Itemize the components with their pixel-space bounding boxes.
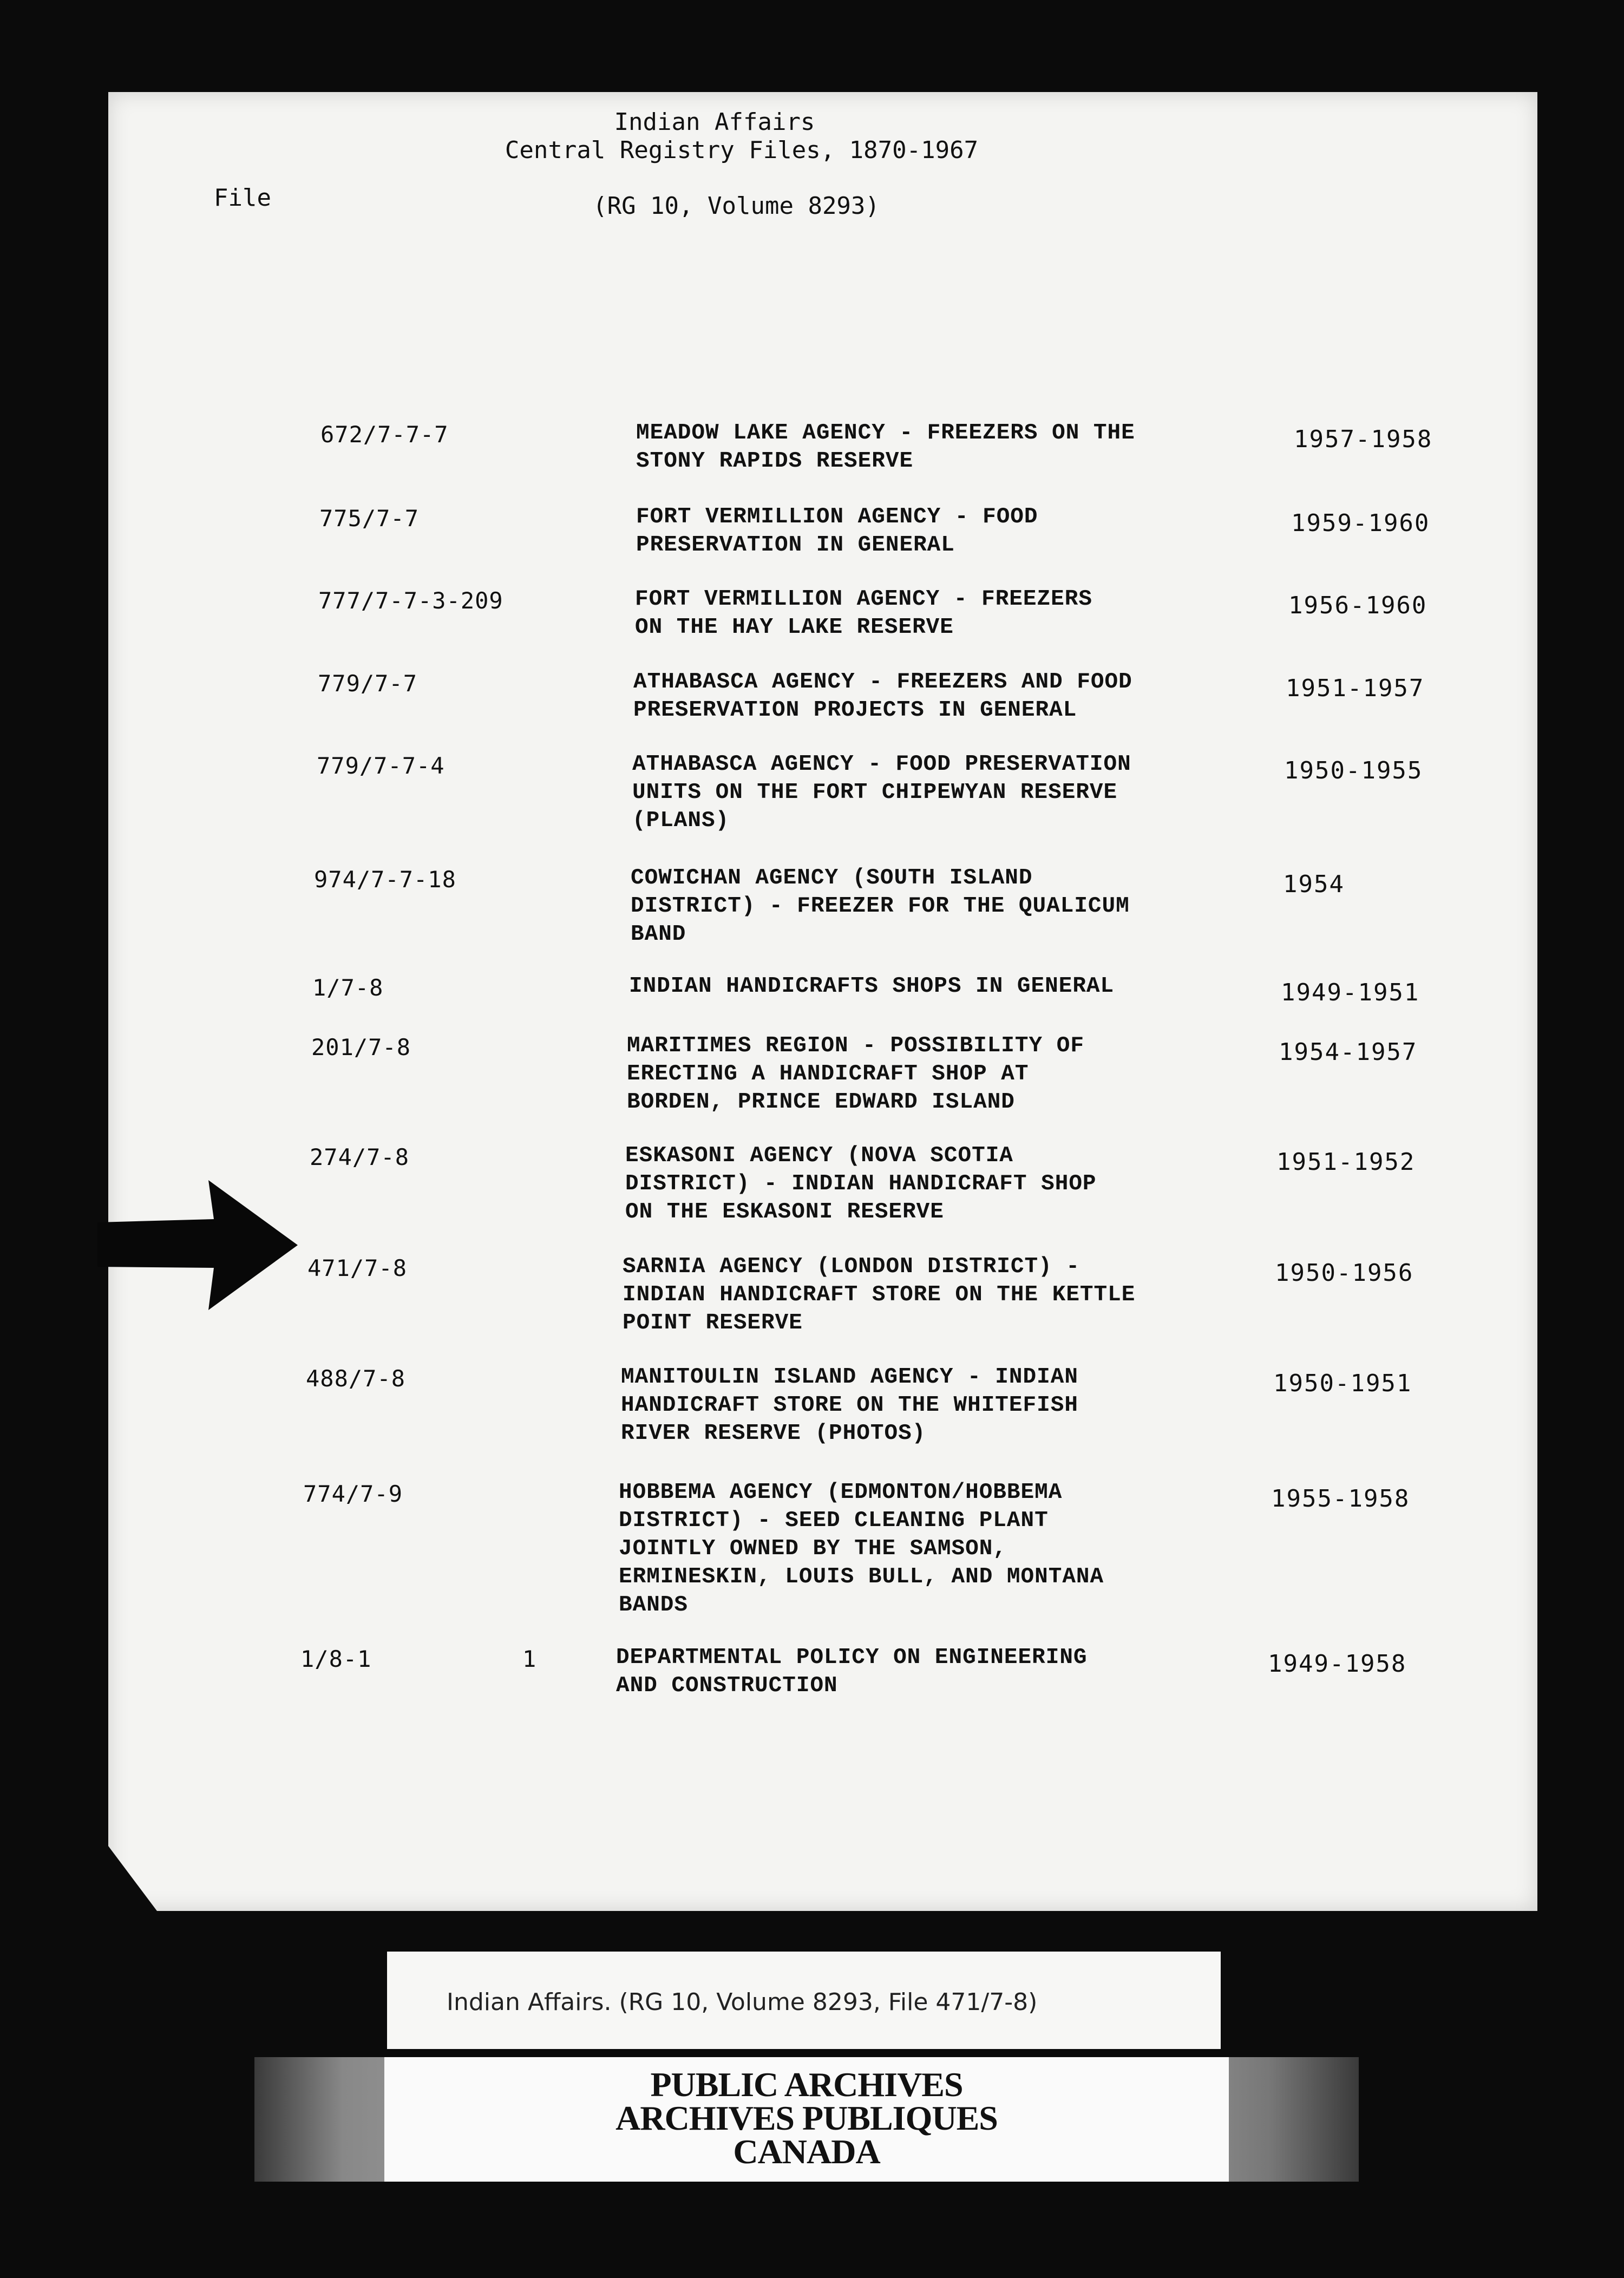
file-entry-row [0, 587, 1624, 640]
file-number: 488/7-8 [306, 1365, 406, 1392]
file-entry-row [0, 974, 1624, 1006]
date-range: 1950-1955 [1284, 757, 1423, 784]
file-column-label: File [214, 184, 271, 212]
date-range: 1951-1952 [1276, 1148, 1416, 1176]
file-entry-row [0, 1645, 1624, 1698]
file-entry-row [0, 1480, 1624, 1618]
date-range: 1949-1958 [1268, 1650, 1407, 1678]
file-entry-row [0, 1365, 1624, 1446]
file-description: FORT VERMILLION AGENCY - FREEZERS ON THE HAY LAKE RESERVE [635, 587, 1092, 640]
date-range: 1954 [1283, 870, 1345, 898]
file-number: 201/7-8 [311, 1034, 411, 1061]
file-description: MANITOULIN ISLAND AGENCY - INDIAN HANDICRAFT STORE ON THE WHITEFISH RIVER RESERVE (PHOTOS) [621, 1365, 1078, 1446]
date-range: 1955-1958 [1271, 1485, 1410, 1513]
file-number: 672/7-7-7 [320, 421, 449, 448]
date-range: 1949-1951 [1281, 979, 1420, 1006]
file-number: 779/7-7 [318, 670, 418, 697]
file-entry-row [0, 505, 1624, 558]
file-entry-row [0, 670, 1624, 723]
arrow-pointer-icon [97, 1180, 298, 1310]
file-description: DEPARTMENTAL POLICY ON ENGINEERING AND CONSTRUCTION [616, 1645, 1088, 1698]
archive-label [387, 1952, 1221, 2049]
stamp-line-2: ARCHIVES PUBLIQUES [615, 2099, 998, 2137]
file-description: INDIAN HANDICRAFTS SHOPS IN GENERAL [629, 974, 1115, 999]
file-number: 775/7-7 [319, 505, 420, 532]
file-entry-row [0, 421, 1624, 474]
file-number: 974/7-7-18 [314, 866, 456, 893]
stamp-line-1: PUBLIC ARCHIVES [650, 2065, 963, 2104]
archive-stamp [254, 2057, 1359, 2182]
date-range: 1957-1958 [1294, 426, 1433, 453]
date-range: 1950-1951 [1273, 1370, 1412, 1397]
file-description: ATHABASCA AGENCY - FOOD PRESERVATION UNITS ON THE FORT CHIPEWYAN RESERVE (PLANS) [632, 752, 1131, 833]
file-number: 779/7-7-4 [317, 752, 445, 779]
date-range: 1956-1960 [1288, 592, 1427, 619]
file-entry-row [0, 1033, 1624, 1115]
date-range: 1954-1957 [1279, 1038, 1418, 1066]
archive-stamp-panel [384, 2057, 1229, 2182]
torn-corner [108, 1846, 157, 1911]
archive-label-text: Indian Affairs. (RG 10, Volume 8293, File 471/7-8) [447, 1988, 1038, 2016]
file-number: 774/7-9 [303, 1481, 403, 1507]
file-description: HOBBEMA AGENCY (EDMONTON/HOBBEMA DISTRICT) - SEED CLEANING PLANT JOINTLY OWNED BY THE SAMSON, ERMINESKIN, LOUIS BULL, AND MONTANA BANDS [619, 1480, 1104, 1618]
file-entry-row [0, 752, 1624, 833]
file-number: 471/7-8 [307, 1255, 408, 1281]
file-description: SARNIA AGENCY (LONDON DISTRICT) - INDIAN HANDICRAFT STORE ON THE KETTLE POINT RESERVE [623, 1254, 1136, 1336]
file-number: 1/8-1 [300, 1646, 372, 1672]
file-entry-row [0, 866, 1624, 947]
file-description: ESKASONI AGENCY (NOVA SCOTIA DISTRICT) - INDIAN HANDICRAFT SHOP ON THE ESKASONI RESERVE [625, 1143, 1097, 1225]
file-description: ATHABASCA AGENCY - FREEZERS AND FOOD PRESERVATION PROJECTS IN GENERAL [633, 670, 1132, 723]
stamp-line-3: CANADA [733, 2132, 880, 2171]
file-number: 1/7-8 [312, 974, 384, 1001]
date-range: 1950-1956 [1275, 1259, 1414, 1287]
date-range: 1951-1957 [1286, 675, 1425, 702]
file-description: MEADOW LAKE AGENCY - FREEZERS ON THE STONY RAPIDS RESERVE [636, 421, 1135, 474]
file-description: FORT VERMILLION AGENCY - FOOD PRESERVATION IN GENERAL [636, 505, 1038, 558]
date-range: 1959-1960 [1291, 509, 1430, 537]
file-entry-row [0, 1143, 1624, 1225]
file-description: COWICHAN AGENCY (SOUTH ISLAND DISTRICT) - FREEZER FOR THE QUALICUM BAND [631, 866, 1130, 947]
file-number: 274/7-8 [310, 1144, 410, 1170]
file-number: 777/7-7-3-209 [318, 587, 503, 614]
file-description: MARITIMES REGION - POSSIBILITY OF ERECTING A HANDICRAFT SHOP AT BORDEN, PRINCE EDWARD ISLAND [627, 1033, 1084, 1115]
volume-number: 1 [522, 1646, 536, 1672]
